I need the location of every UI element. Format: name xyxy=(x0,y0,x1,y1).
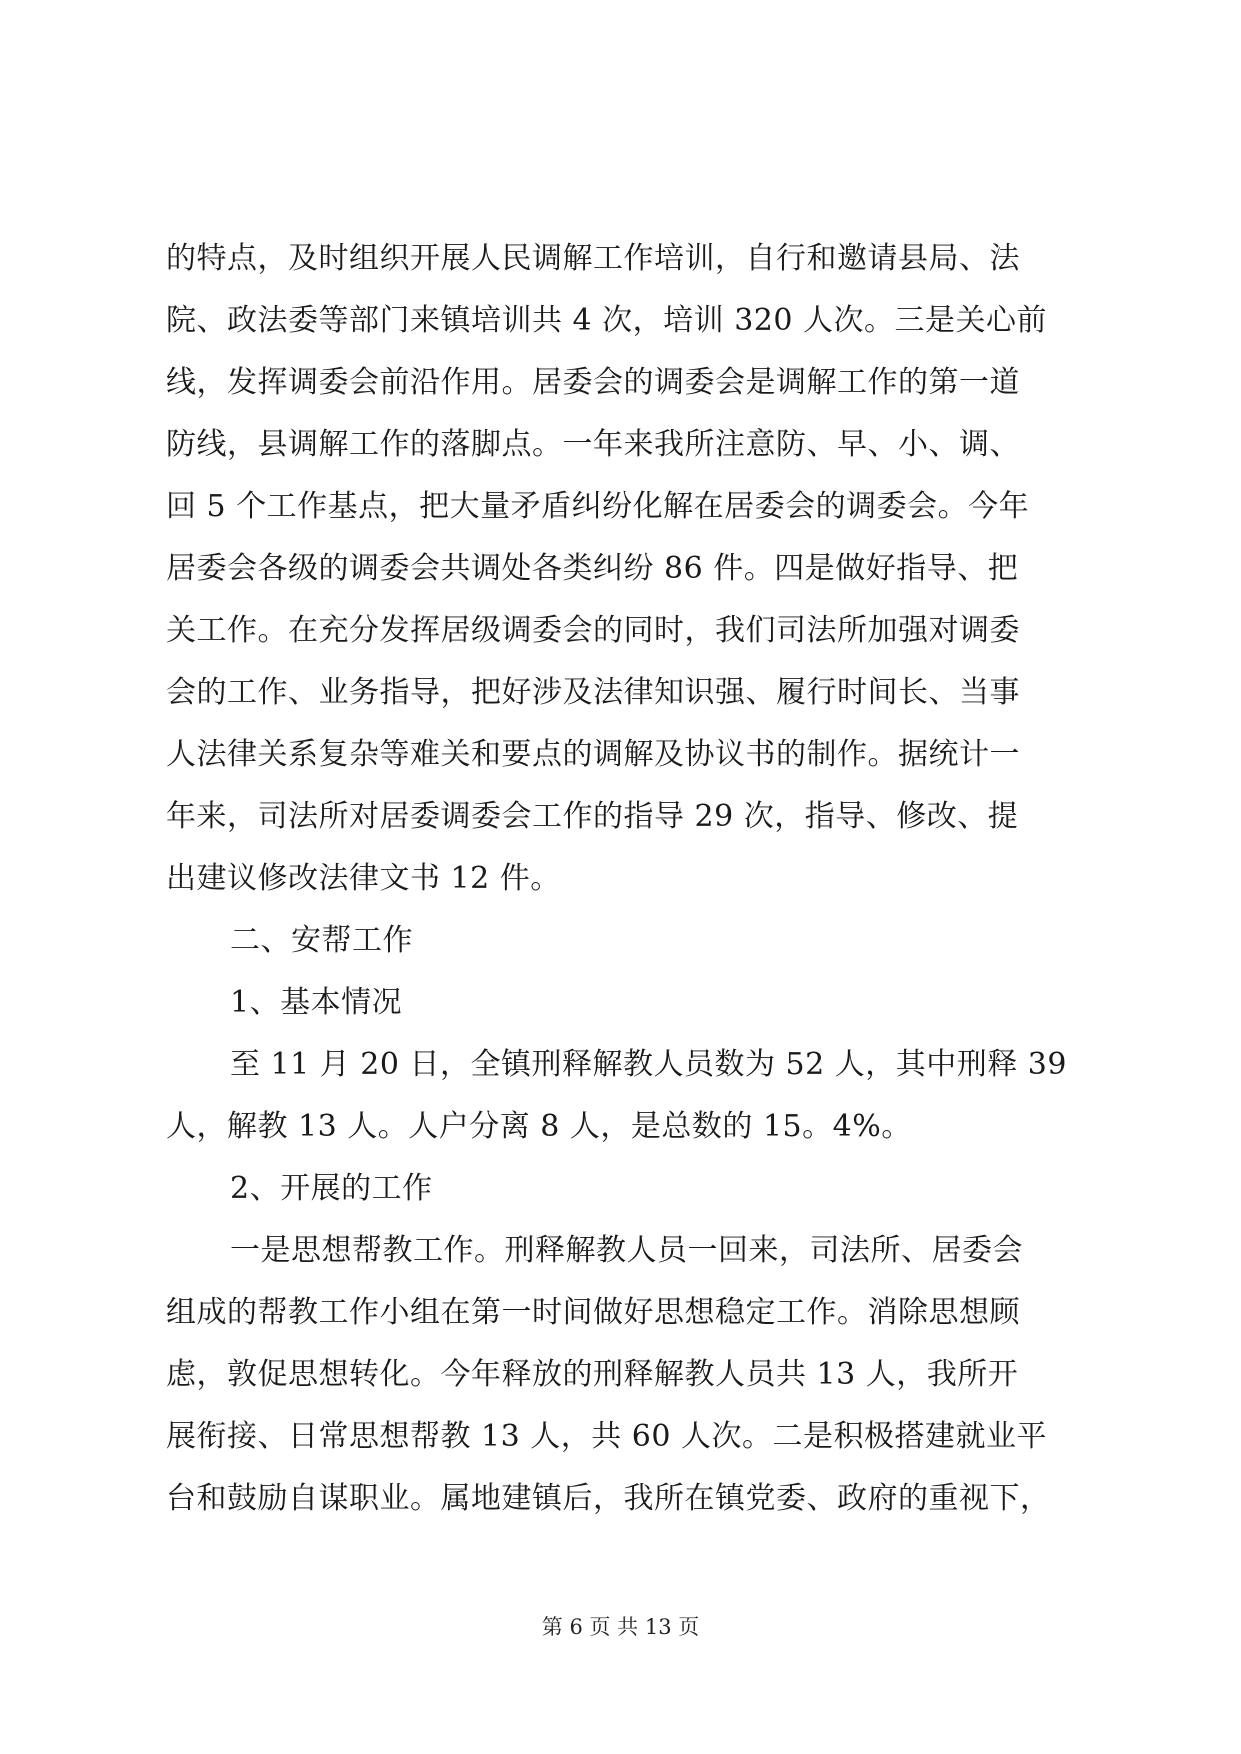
text-line: 的特点，及时组织开展人民调解工作培训，自行和邀请县局、法 xyxy=(166,241,1020,276)
text-line: 年来，司法所对居委调委会工作的指导 29 次，指导、修改、提 xyxy=(166,799,1019,834)
text-line: 组成的帮教工作小组在第一时间做好思想稳定工作。消除思想顾 xyxy=(166,1295,1020,1330)
text-line: 虑，敦促思想转化。今年释放的刑释解教人员共 13 人，我所开 xyxy=(166,1357,1019,1392)
text-line: 院、政法委等部门来镇培训共 4 次，培训 320 人次。三是关心前 xyxy=(166,303,1047,338)
page-number: 第 6 页 共 13 页 xyxy=(541,1615,700,1639)
section-heading: 二、安帮工作 xyxy=(230,923,413,958)
text-line: 人法律关系复杂等难关和要点的调解及协议书的制作。据统计一 xyxy=(166,737,1020,772)
text-line: 至 11 月 20 日，全镇刑释解教人员数为 52 人，其中刑释 39 xyxy=(230,1047,1067,1082)
body-text xyxy=(166,228,1076,1530)
text-line: 台和鼓励自谋职业。属地建镇后，我所在镇党委、政府的重视下， xyxy=(166,1481,1051,1516)
text-line: 防线，县调解工作的落脚点。一年来我所注意防、早、小、调、 xyxy=(166,427,1020,462)
subsection-heading: 1、基本情况 xyxy=(230,985,403,1020)
text-line: 关工作。在充分发挥居级调委会的同时，我们司法所加强对调委 xyxy=(166,613,1020,648)
text-line: 出建议修改法律文书 12 件。 xyxy=(166,861,561,896)
text-line: 回 5 个工作基点，把大量矛盾纠纷化解在居委会的调委会。今年 xyxy=(166,489,1030,524)
text-line: 展衔接、日常思想帮教 13 人，共 60 人次。二是积极搭建就业平 xyxy=(166,1419,1047,1454)
text-line: 一是思想帮教工作。刑释解教人员一回来，司法所、居委会 xyxy=(230,1233,1023,1268)
subsection-heading: 2、开展的工作 xyxy=(230,1171,433,1206)
text-line: 会的工作、业务指导，把好涉及法律知识强、履行时间长、当事 xyxy=(166,675,1020,710)
text-line: 居委会各级的调委会共调处各类纠纷 86 件。四是做好指导、把 xyxy=(166,551,1019,586)
text-line: 线，发挥调委会前沿作用。居委会的调委会是调解工作的第一道 xyxy=(166,365,1020,400)
text-line: 人，解教 13 人。人户分离 8 人，是总数的 15。4%。 xyxy=(166,1109,912,1144)
page-footer xyxy=(0,1612,1241,1642)
